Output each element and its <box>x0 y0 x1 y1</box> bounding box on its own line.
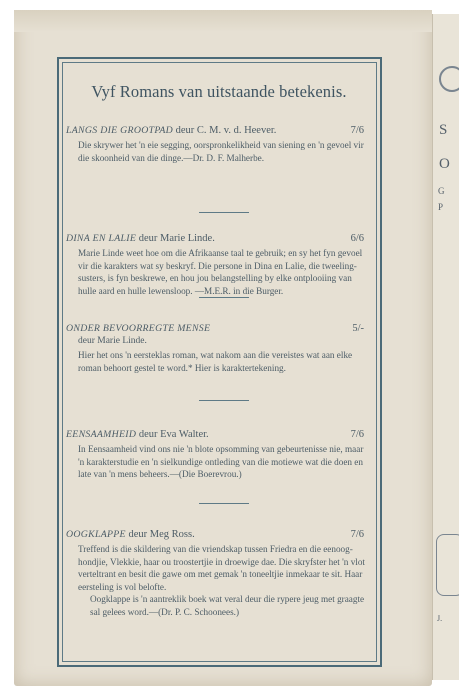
spine-emblem-icon <box>439 66 459 92</box>
review-text: Die skrywer het 'n eie segging, oorspronkelikheid van siening en 'n gevoel vir die skoonheid van die dinge.—Dr. D. F. Malherbe. <box>78 140 364 163</box>
review-text: Treffend is die skildering van die vriendskap tussen Friedra en die eenoog-hondjie, Vlekkie, haar ou troostertjie in droewige dae. Die skryfster het 'n vlot verteltrant en besit die gawe om met gemak 'n toneeltjie inmekaar te sit. Haar eersteling is vol belofte. <box>78 544 365 592</box>
spine-seal-icon <box>436 534 459 596</box>
book-title: EENSAAMHEID <box>66 429 137 440</box>
book-title: ONDER BEVOORREGTE MENSE <box>66 323 211 334</box>
divider <box>199 503 249 504</box>
book-title: DINA EN LALIE <box>66 233 137 244</box>
review-text: Hier het ons 'n eersteklas roman, wat nakom aan die vereistes wat aan elke roman behoort gestel te word.* Hier is karaktertekening. <box>78 350 353 373</box>
review-text: Oogklappe is 'n aantreklik boek wat veral deur die rypere jeug met graagte sal gelees word.—(Dr. P. C. Schoonees.) <box>90 594 365 617</box>
jacket-spine <box>432 14 459 680</box>
book-entry <box>66 232 372 297</box>
book-review <box>66 443 372 481</box>
book-price: 7/6 <box>350 125 364 136</box>
book-author: deur Marie Linde. <box>78 336 147 346</box>
book-entry <box>66 428 372 481</box>
review-text: Marie Linde weet hoe om die Afrikaanse taal te gebruik; en sy het fyn gevoel vir die karakters wat sy beskryf. Die persone in Dina en Lalie, die tweeling-susters, is fyn beskrewe, en hou jou belangstelling by elke ontplooiing van hulle aard en hulle lewensloop. —M.E.R. in die Burger. <box>78 248 363 296</box>
book-entry <box>66 322 372 374</box>
book-entry <box>66 124 372 164</box>
book-author: deur Eva Walter. <box>138 429 209 440</box>
book-title-line <box>66 428 372 441</box>
book-review <box>66 139 372 164</box>
book-title-line <box>66 322 372 335</box>
book-title-line <box>66 528 372 541</box>
spine-letter: J. <box>437 614 443 623</box>
book-author: deur Meg Ross. <box>128 529 195 540</box>
book-price: 7/6 <box>350 429 364 440</box>
book-price: 6/6 <box>350 233 364 244</box>
book-review <box>66 349 372 374</box>
advertisement-panel <box>66 82 372 617</box>
page-title: Vyf Romans van uitstaande betekenis. <box>91 82 347 101</box>
book-entry <box>66 528 372 619</box>
review-text: In Eensaamheid vind ons nie 'n blote opsomming van gebeurtenisse nie, maar 'n karakterstudie en 'n sielkundige ontleding van die motiewe wat die doen en late van 'n mens beheers.—(Die Boerevrou.) <box>78 444 364 480</box>
book-price: 7/6 <box>350 529 364 540</box>
jacket-top-edge <box>14 10 432 32</box>
book-title: OOGKLAPPE <box>66 529 126 540</box>
book-author: deur Marie Linde. <box>138 233 215 244</box>
book-title-line <box>66 232 372 245</box>
divider <box>199 212 249 213</box>
book-author: deur C. M. v. d. Heever. <box>175 125 277 136</box>
divider <box>199 297 249 298</box>
spine-letter: P <box>438 202 444 212</box>
book-review <box>66 247 372 297</box>
book-review <box>66 543 372 619</box>
spine-letter: S <box>439 122 448 138</box>
book-price: 5/- <box>352 323 364 334</box>
book-title-line <box>66 124 372 137</box>
book-title: LANGS DIE GROOTPAD <box>66 125 173 136</box>
divider <box>199 400 249 401</box>
spine-letter: O <box>439 156 450 172</box>
spine-letter: G <box>438 186 445 196</box>
